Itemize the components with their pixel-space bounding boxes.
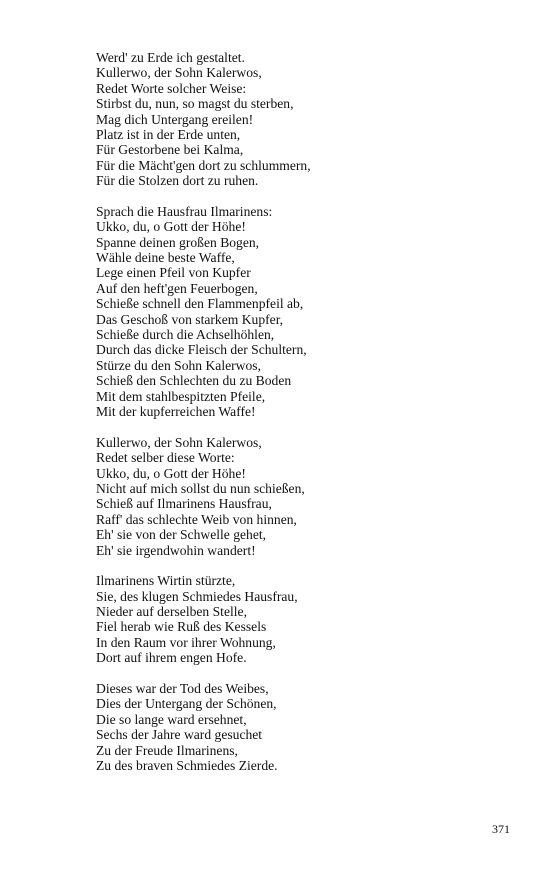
verse-line: Redet selber diese Worte: bbox=[96, 450, 235, 466]
verse-line: Durch das dicke Fleisch der Schultern, bbox=[96, 342, 307, 358]
poem-text bbox=[96, 50, 516, 789]
verse-line: Für die Stolzen dort zu ruhen. bbox=[96, 173, 259, 189]
verse-line: Für die Mächt'gen dort zu schlummern, bbox=[96, 157, 311, 173]
verse-line: Nieder auf derselben Stelle, bbox=[96, 604, 247, 620]
verse-line: Für Gestorbene bei Kalma, bbox=[96, 142, 244, 158]
verse-line: Zu des braven Schmiedes Zierde. bbox=[96, 757, 278, 773]
verse-line: Spanne deinen großen Bogen, bbox=[96, 234, 260, 250]
stanza bbox=[96, 204, 516, 419]
verse-line: Eh' sie von der Schwelle gehet, bbox=[96, 527, 267, 543]
verse-line: Mag dich Untergang ereilen! bbox=[96, 111, 254, 127]
verse-line: Mit der kupferreichen Waffe! bbox=[96, 403, 256, 419]
verse-line: Schieß den Schlechten du zu Boden bbox=[96, 373, 292, 389]
verse-line: Ilmarinens Wirtin stürzte, bbox=[96, 573, 236, 589]
verse-line: Dies der Untergang der Schönen, bbox=[96, 696, 277, 712]
verse-line: Redet Worte solcher Weise: bbox=[96, 80, 247, 96]
verse-line: Wähle deine beste Waffe, bbox=[96, 250, 235, 266]
verse-line: In den Raum vor ihrer Wohnung, bbox=[96, 634, 276, 650]
verse-line: Die so lange ward ersehnet, bbox=[96, 711, 247, 727]
verse-line: Werd' zu Erde ich gestaltet. bbox=[96, 50, 245, 65]
stanza bbox=[96, 50, 516, 189]
verse-line: Eh' sie irgendwohin wandert! bbox=[96, 542, 256, 558]
verse-line: Raff' das schlechte Weib von hinnen, bbox=[96, 511, 297, 527]
verse-line: Das Geschoß von starkem Kupfer, bbox=[96, 311, 284, 327]
stanza bbox=[96, 435, 516, 558]
verse-line: Kullerwo, der Sohn Kalerwos, bbox=[96, 434, 262, 450]
verse-line: Kullerwo, der Sohn Kalerwos, bbox=[96, 65, 262, 81]
page-number: 371 bbox=[492, 822, 510, 836]
verse-line: Zu der Freude Ilmarinens, bbox=[96, 742, 238, 758]
verse-line: Ukko, du, o Gott der Höhe! bbox=[96, 219, 246, 235]
stanza bbox=[96, 681, 516, 773]
verse-line: Schieße schnell den Flammenpfeil ab, bbox=[96, 296, 304, 312]
verse-line: Sechs der Jahre ward gesuchet bbox=[96, 727, 263, 743]
verse-line: Ukko, du, o Gott der Höhe! bbox=[96, 465, 246, 481]
stanza bbox=[96, 573, 516, 665]
verse-line: Fiel herab wie Ruß des Kessels bbox=[96, 619, 267, 635]
verse-line: Stürze du den Sohn Kalerwos, bbox=[96, 357, 261, 373]
verse-line: Schieße durch die Achselhöhlen, bbox=[96, 327, 275, 343]
verse-line: Sprach die Hausfrau Ilmarinens: bbox=[96, 203, 273, 219]
verse-line: Nicht auf mich sollst du nun schießen, bbox=[96, 480, 305, 496]
verse-line: Dort auf ihrem engen Hofe. bbox=[96, 650, 247, 666]
verse-line: Mit dem stahlbespitzten Pfeile, bbox=[96, 388, 266, 404]
verse-line: Lege einen Pfeil von Kupfer bbox=[96, 265, 251, 281]
verse-line: Schieß auf Ilmarinens Hausfrau, bbox=[96, 496, 272, 512]
verse-line: Stirbst du, nun, so magst du sterben, bbox=[96, 96, 294, 112]
verse-line: Platz ist in der Erde unten, bbox=[96, 126, 241, 142]
verse-line: Sie, des klugen Schmiedes Hausfrau, bbox=[96, 588, 298, 604]
verse-line: Auf den heft'gen Feuerbogen, bbox=[96, 280, 258, 296]
verse-line: Dieses war der Tod des Weibes, bbox=[96, 681, 269, 697]
